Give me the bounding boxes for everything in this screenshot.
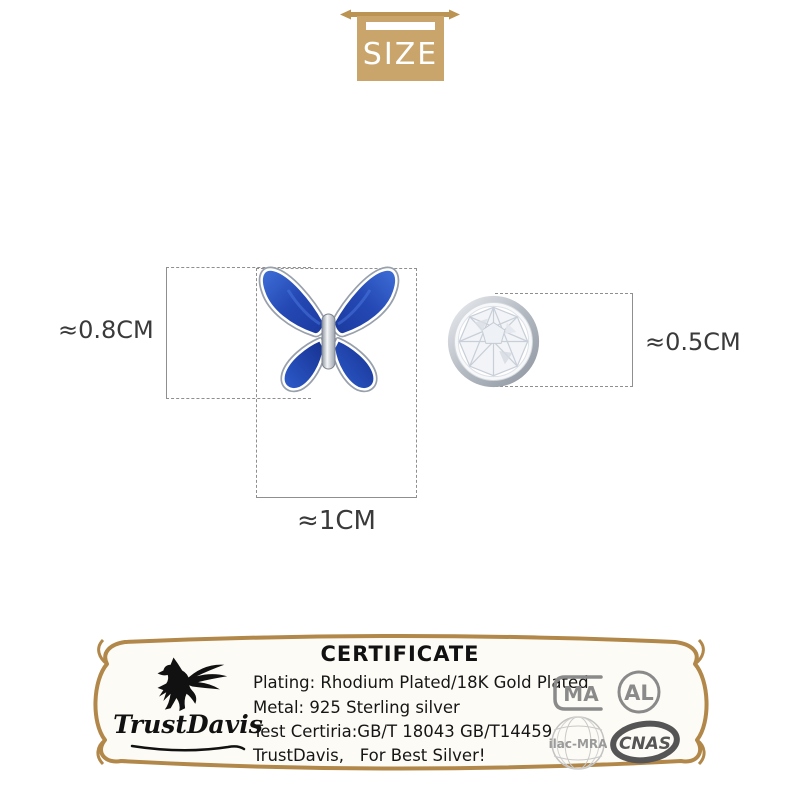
round-cz-stud-image bbox=[446, 294, 541, 389]
certificate-title: CERTIFICATE bbox=[320, 642, 480, 666]
svg-text:MA: MA bbox=[563, 682, 599, 706]
certificate-line-plating: Plating: Rhodium Plated/18K Gold Plated bbox=[253, 673, 589, 692]
brand-name: TrustDavis bbox=[113, 710, 263, 739]
certificate-line-test: Test Certiria:GB/T 18043 GB/T14459 bbox=[253, 722, 553, 741]
brand-logo bbox=[113, 656, 263, 758]
cnas-mark-icon bbox=[609, 718, 681, 766]
pegasus-icon bbox=[133, 656, 243, 714]
height-dimension-label: ≈0.8CM bbox=[58, 316, 154, 344]
cal-mark-icon bbox=[615, 668, 663, 716]
certification-marks bbox=[547, 666, 697, 786]
ilac-mra-mark-icon bbox=[549, 714, 607, 772]
size-banner-label: SIZE bbox=[362, 37, 439, 72]
certificate-line-metal: Metal: 925 Sterling silver bbox=[253, 698, 460, 717]
stud-dimension-label: ≈0.5CM bbox=[645, 328, 741, 356]
certificate-panel bbox=[85, 618, 715, 793]
svg-text:AL: AL bbox=[624, 681, 654, 705]
brand-swash-icon bbox=[128, 742, 248, 754]
certificate-line-slogan: TrustDavis, For Best Silver! bbox=[253, 746, 486, 765]
width-dimension-label: ≈1CM bbox=[297, 506, 376, 536]
cma-mark-icon bbox=[551, 674, 611, 712]
svg-text:CNAS: CNAS bbox=[618, 734, 672, 754]
butterfly-earring-image bbox=[254, 262, 404, 404]
size-banner bbox=[357, 16, 444, 81]
svg-text:ilac-MRA: ilac-MRA bbox=[549, 737, 607, 751]
banner-slot bbox=[366, 22, 435, 30]
